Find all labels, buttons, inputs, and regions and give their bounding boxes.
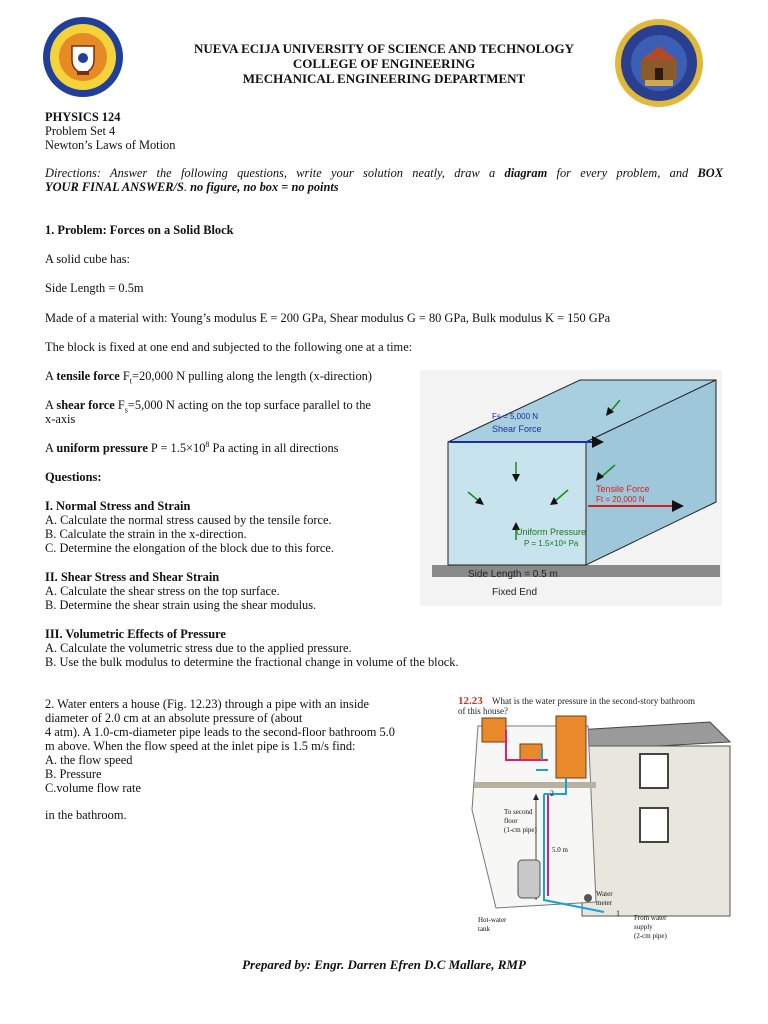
text: P = 1.5×10 (147, 441, 206, 455)
to-second-label: floor (504, 817, 518, 825)
department-name: MECHANICAL ENGINEERING DEPARTMENT (242, 71, 526, 86)
point-1-label: 1 (616, 909, 620, 918)
tank-label: tank (478, 925, 491, 933)
floor-slab (474, 782, 596, 788)
directions-text: . (183, 180, 191, 194)
house-window (640, 754, 668, 788)
text: A (45, 398, 57, 412)
text: F (119, 369, 130, 383)
problem1-tensile (45, 369, 372, 386)
supply-label: (2-cm pipe) (634, 932, 667, 940)
problem-set: Problem Set 4 (45, 124, 116, 138)
problem2-tail: in the bathroom. (45, 808, 127, 822)
subscript: s (124, 405, 128, 415)
to-second-label: To second (504, 808, 533, 816)
water-heater-box (482, 718, 506, 742)
supply-label: From water (634, 914, 667, 922)
text: Pa acting in all directions (209, 441, 339, 455)
directions-text: for every problem, and (547, 166, 698, 180)
problem1-pressure (45, 441, 338, 455)
problem1-side: Side Length = 0.5m (45, 281, 144, 295)
water-meter (584, 894, 592, 902)
section1-item: C. Determine the elongation of the block due to this force. (45, 541, 335, 555)
house-water-figure (456, 690, 732, 946)
prepared-by: Prepared by: Engr. Darren Efren D.C Mallare, RMP (242, 957, 526, 972)
tensile-label: Tensile Force (596, 484, 650, 494)
uniform-pressure-term: uniform pressure (56, 441, 148, 455)
section3-item: A. Calculate the volumetric stress due to the applied pressure. (45, 641, 352, 655)
meter-label: Water (596, 890, 613, 898)
ft-label: Ft = 20,000 N (596, 495, 645, 504)
university-name: NUEVA ECIJA UNIVERSITY OF SCIENCE AND TECHNOLOGY (194, 41, 574, 56)
problem1-shear-axis: x-axis (45, 412, 76, 426)
problem1-material: Made of a material with: Young’s modulus E = 200 GPa, Shear modulus G = 80 GPa, Bulk modulus K = 150 GPa (45, 311, 611, 325)
figure-caption: What is the water pressure in the second-story bathroom (492, 696, 695, 706)
section1-item: B. Calculate the strain in the x-direction. (45, 527, 247, 541)
directions-no-points: no figure, no box = no points (190, 180, 339, 194)
problem2-line: A. the flow speed (45, 753, 133, 767)
problem1-title: 1. Problem: Forces on a Solid Block (45, 223, 234, 237)
directions-text: Directions: Answer the following questions, write your solution neatly, draw a (45, 166, 505, 180)
hot-water-tank (518, 860, 540, 898)
directions-final-answer: YOUR FINAL ANSWER/S (45, 180, 184, 194)
directions-line-1 (45, 166, 723, 180)
house-window (640, 808, 668, 842)
text: A (45, 369, 57, 383)
problem1-fixed: The block is fixed at one end and subjected to the following one at a time: (45, 340, 413, 354)
to-second-label: (1-cm pipe) (504, 826, 537, 834)
section1-item: A. Calculate the normal stress caused by the tensile force. (45, 513, 332, 527)
directions-line-2 (45, 180, 339, 194)
problem1-intro: A solid cube has: (45, 252, 131, 266)
problem2-line: diameter of 2.0 cm at an absolute pressure of (about (45, 711, 303, 725)
meter-label: meter (596, 899, 612, 907)
shear-label: Shear Force (492, 424, 542, 434)
problem2-line: B. Pressure (45, 767, 102, 781)
text: A (45, 441, 57, 455)
cabinet-box (556, 716, 586, 778)
problem1-shear (45, 398, 371, 415)
cube-force-diagram (420, 370, 722, 606)
problem2-line: 2. Water enters a house (Fig. 12.23) through a pipe with an inside (45, 697, 369, 711)
section3-item: B. Use the bulk modulus to determine the fractional change in volume of the block. (45, 655, 459, 669)
section2-item: A. Calculate the shear stress on the top surface. (45, 584, 280, 598)
text: =5,000 N acting on the top surface parallel to the (127, 398, 371, 412)
tank-label: Hot-water (478, 916, 507, 924)
superscript: 8 (205, 439, 210, 449)
college-name: COLLEGE OF ENGINEERING (292, 56, 476, 71)
subscript: t (129, 376, 133, 386)
fs-label: Fs = 5,000 N (492, 412, 539, 421)
directions-box: BOX (697, 166, 723, 180)
fixed-end-label: Fixed End (492, 587, 538, 598)
topic: Newton’s Laws of Motion (45, 138, 176, 152)
text: F (114, 398, 125, 412)
figure-number: 12.23 (458, 695, 483, 707)
problem2-line: m above. When the flow speed at the inlet pipe is 1.5 m/s find: (45, 739, 356, 753)
section2-title: II. Shear Stress and Shear Strain (45, 570, 220, 584)
tensile-force-term: tensile force (56, 369, 120, 383)
height-label: 5.0 m (552, 846, 568, 854)
pressure-label: Uniform Pressure (516, 527, 587, 537)
course-code: PHYSICS 124 (45, 110, 121, 124)
directions-diagram: diagram (504, 166, 548, 180)
text: =20,000 N pulling along the length (x-direction) (132, 369, 372, 383)
p-label: P = 1.5×10⁸ Pa (524, 539, 579, 548)
questions-heading: Questions: (45, 470, 102, 484)
section2-item: B. Determine the shear strain using the shear modulus. (45, 598, 317, 612)
sink-box (520, 744, 542, 760)
problem2-line: 4 atm). A 1.0-cm-diameter pipe leads to the second-floor bathroom 5.0 (45, 725, 395, 739)
section1-title: I. Normal Stress and Strain (45, 499, 191, 513)
shear-force-term: shear force (56, 398, 115, 412)
side-length-label: Side Length = 0.5 m (468, 569, 558, 580)
figure-caption: of this house? (458, 706, 508, 716)
problem2-line: C.volume flow rate (45, 781, 142, 795)
point-2-label: 2 (550, 789, 554, 798)
section3-title: III. Volumetric Effects of Pressure (45, 627, 226, 641)
supply-label: supply (634, 923, 653, 931)
